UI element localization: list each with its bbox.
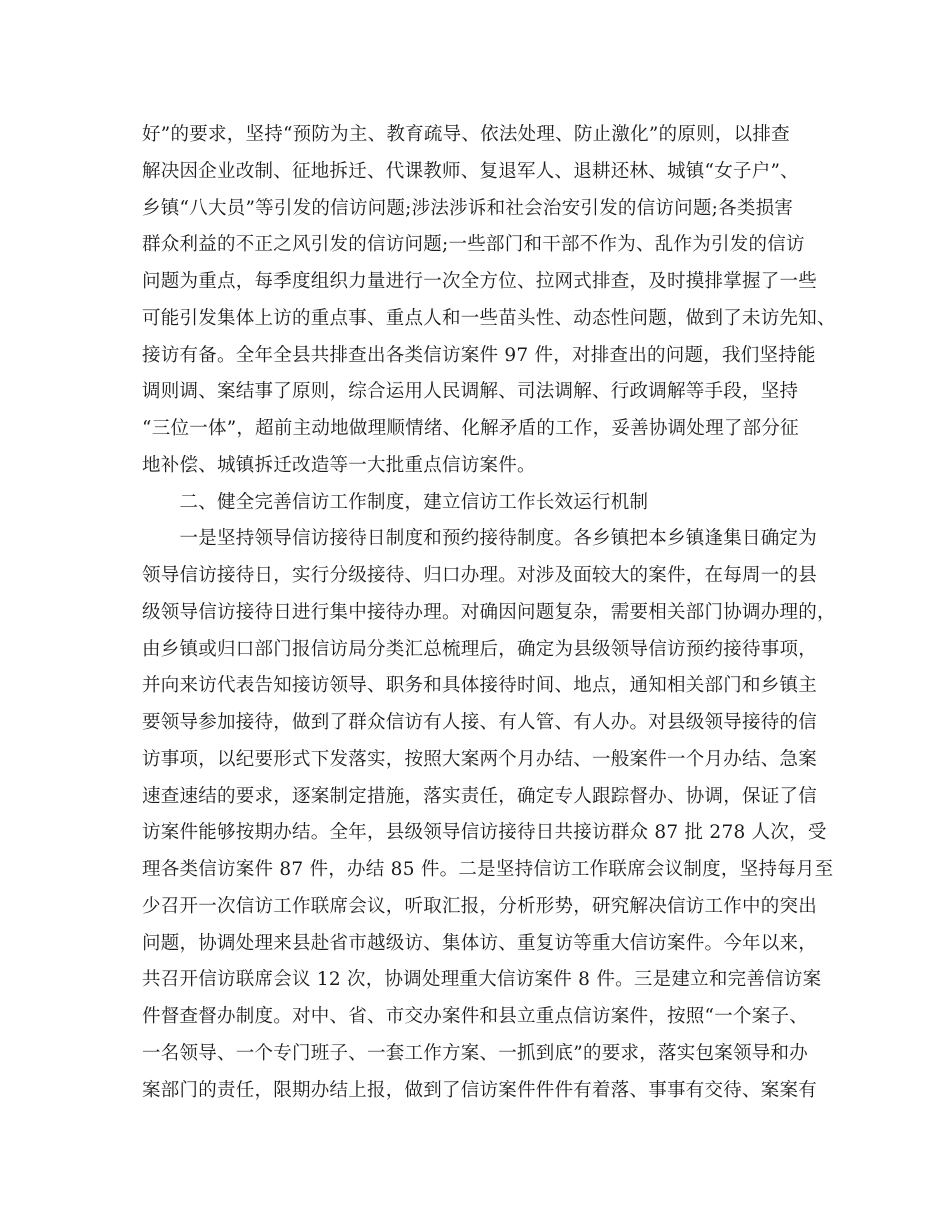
- text-line: 共召开信访联席会议 12 次，协调处理重大信访案件 8 件。三是建立和完善信访案: [142, 969, 822, 991]
- text-line: 由乡镇或归口部门报信访局分类汇总梳理后，确定为县级领导信访预约接待事项，: [142, 638, 818, 660]
- text-line: 乡镇“八大员”等引发的信访问题;涉法涉诉和社会治安引发的信访问题;各类损害: [142, 197, 794, 219]
- text-line: 级领导信访接待日进行集中接待办理。对确因问题复杂，需要相关部门协调办理的，: [142, 601, 836, 623]
- text-line: 好”的要求，坚持“预防为主、教育疏导、依法处理、防止激化”的原则，以排查: [142, 124, 790, 145]
- text-line: 访事项，以纪要形式下发落实，按照大案两个月办结、一般案件一个月办结、急案: [142, 748, 818, 770]
- text-line: 群众利益的不正之风引发的信访问题;一些部门和干部不作为、乱作为引发的信访: [142, 234, 805, 256]
- text-line: 地补偿、城镇拆迁改造等一大批重点信访案件。: [142, 454, 536, 476]
- text-line: 少召开一次信访工作联席会议，听取汇报，分析形势，研究解决信访工作中的突出: [142, 895, 818, 917]
- text-line: 可能引发集体上访的重点事、重点人和一些苗头性、动态性问题，做到了未访先知、: [142, 307, 836, 329]
- text-line: 领导信访接待日，实行分级接待、归口办理。对涉及面较大的案件，在每周一的县: [142, 565, 818, 586]
- text-line: 案部门的责任，限期办结上报，做到了信访案件件件有着落、事事有交待、案案有: [142, 1079, 818, 1101]
- text-line: 并向来访代表告知接访领导、职务和具体接待时间、地点，通知相关部门和乡镇主: [142, 675, 818, 697]
- text-line: 解决因企业改制、征地拆迁、代课教师、复退军人、退耕还林、城镇“女子户”、: [142, 160, 799, 182]
- text-line: 调则调、案结事了原则，综合运用人民调解、司法调解、行政调解等手段，坚持: [142, 381, 799, 403]
- text-line: 速查速结的要求，逐案制定措施，落实责任，确定专人跟踪督办、协调，保证了信: [142, 785, 818, 807]
- text-line: 问题，协调处理来县赴省市越级访、集体访、重复访等重大信访案件。今年以来，: [142, 932, 818, 954]
- text-line: “三位一体”，超前主动地做理顺情绪、化解矛盾的工作，妥善协调处理了部分征: [142, 418, 799, 439]
- text-line: 问题为重点，每季度组织力量进行一次全方位、拉网式排查，及时摸排掌握了一些: [142, 271, 818, 292]
- document-body: [142, 117, 836, 1109]
- text-line: 要领导参加接待，做到了群众信访有人接、有人管、有人办。对县级领导接待的信: [142, 712, 818, 733]
- text-line: 一名领导、一个专门班子、一套工作方案、一抓到底”的要求，落实包案领导和办: [142, 1042, 808, 1064]
- text-line: 理各类信访案件 87 件，办结 85 件。二是坚持信访工作联席会议制度，坚持每月至: [142, 859, 834, 880]
- text-line: 接访有备。全年全县共排查出各类信访案件 97 件，对排查出的问题，我们坚持能: [142, 344, 816, 366]
- section-heading: 二、健全完善信访工作制度，建立信访工作长效运行机制: [142, 491, 649, 513]
- text-line: 一是坚持领导信访接待日制度和预约接待制度。各乡镇把本乡镇逢集日确定为: [142, 528, 818, 550]
- text-line: 访案件能够按期办结。全年，县级领导信访接待日共接访群众 87 批 278 人次，受: [142, 822, 827, 844]
- text-line: 件督查督办制度。对中、省、市交办案件和县立重点信访案件，按照“一个案子、: [142, 1006, 808, 1027]
